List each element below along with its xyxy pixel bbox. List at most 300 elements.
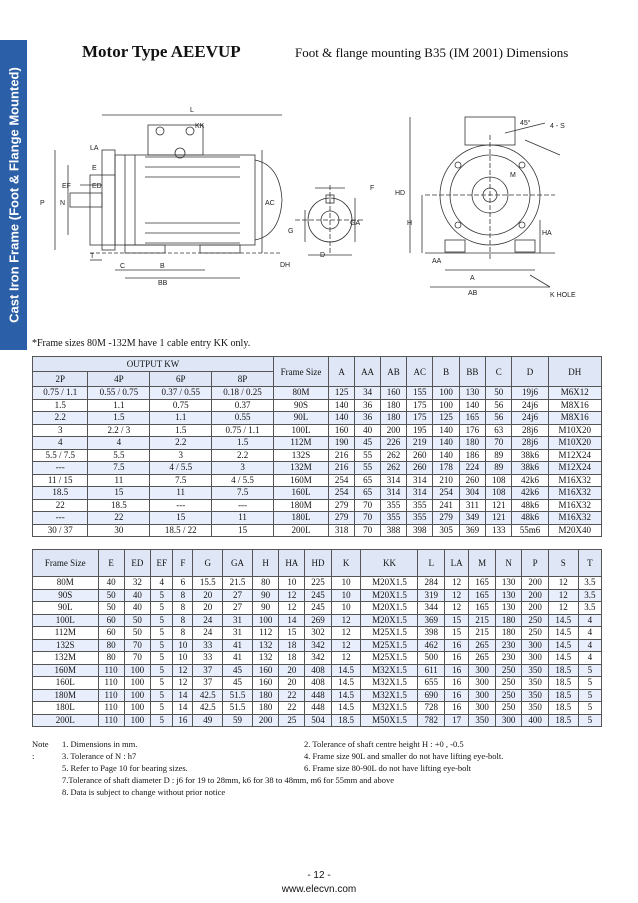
table-cell: 260	[407, 449, 433, 462]
end-view-terminal-box	[465, 117, 515, 145]
table-cell: 165	[459, 412, 485, 425]
table-cell: 90L	[273, 412, 328, 425]
mounting-table-header	[33, 550, 602, 577]
table-cell: 140	[433, 437, 459, 450]
table-cell: 180	[495, 627, 522, 640]
table-cell: 12	[444, 577, 468, 590]
table-cell: 311	[459, 499, 485, 512]
page-subtitle: Foot & flange mounting B35 (IM 2001) Dimensions	[295, 45, 569, 60]
note-1: 1. Dimensions in mm.	[62, 739, 138, 749]
table-cell: 48k6	[512, 512, 548, 525]
table-cell: 41	[223, 652, 253, 665]
table-cell: 65	[355, 474, 381, 487]
label-M: M	[510, 172, 516, 179]
col-header: D	[512, 357, 548, 387]
table-cell: 27	[223, 602, 253, 615]
table-cell: 262	[380, 449, 406, 462]
table-cell: 1.1	[150, 412, 212, 425]
table-cell: M8X16	[548, 399, 601, 412]
table-row	[33, 702, 602, 715]
table-cell: 216	[328, 462, 354, 475]
label-D: D	[320, 252, 326, 259]
table-cell: 28j6	[512, 437, 548, 450]
table-cell: 5	[151, 614, 173, 627]
table-cell: 18.5 / 22	[150, 524, 212, 537]
table-cell: 314	[407, 474, 433, 487]
col-header: S	[548, 550, 578, 577]
label-GA: GA	[350, 220, 361, 227]
table-cell: 3.5	[578, 589, 601, 602]
table-cell: 265	[469, 639, 496, 652]
table-cell: 125	[328, 387, 354, 400]
table-cell: 12	[548, 577, 578, 590]
table-cell: 160	[252, 677, 279, 690]
table-cell: 27	[223, 589, 253, 602]
pole-header: 2P	[33, 372, 88, 387]
table-cell: 60	[98, 627, 124, 640]
table-cell: 70	[124, 652, 151, 665]
table-cell: 50	[124, 627, 151, 640]
table-cell: 14	[279, 614, 305, 627]
output-table-body	[33, 387, 602, 537]
table-cell: 51.5	[223, 689, 253, 702]
table-cell: 175	[407, 399, 433, 412]
table-cell: 12	[331, 639, 361, 652]
label-HA: HA	[542, 230, 552, 237]
table-row	[33, 664, 602, 677]
table-cell: 80	[252, 577, 279, 590]
table-cell: 11 / 15	[33, 474, 88, 487]
table-cell: 15	[150, 512, 212, 525]
table-cell: 342	[305, 639, 332, 652]
table-cell: 178	[433, 462, 459, 475]
table-cell: 41	[223, 639, 253, 652]
table-cell: 10	[331, 577, 361, 590]
table-cell: 38k6	[512, 449, 548, 462]
table-cell: 133	[486, 524, 512, 537]
table-cell: 56	[486, 412, 512, 425]
table-cell: 110	[98, 702, 124, 715]
label-AC: AC	[265, 200, 275, 207]
table-cell: 20	[279, 664, 305, 677]
table-cell: 279	[433, 512, 459, 525]
table-cell: 3	[150, 449, 212, 462]
table-cell: 110	[98, 689, 124, 702]
table-cell: 254	[328, 487, 354, 500]
table-cell: 500	[418, 652, 445, 665]
table-cell: M20X1.5	[361, 602, 418, 615]
label-S: 4 - S	[550, 123, 565, 130]
table-cell: 16	[444, 702, 468, 715]
table-cell: 100	[124, 664, 151, 677]
table-cell: 33	[193, 652, 223, 665]
table-cell: 15	[279, 627, 305, 640]
table-cell: 65	[355, 487, 381, 500]
lifting-eye	[175, 148, 185, 158]
table-row	[33, 499, 602, 512]
table-cell: 45	[223, 664, 253, 677]
table-cell: 90	[252, 602, 279, 615]
table-cell: 250	[522, 614, 549, 627]
table-cell: 160M	[273, 474, 328, 487]
col-header: GA	[223, 550, 253, 577]
table-cell: 4	[578, 614, 601, 627]
table-cell: 2.2	[33, 412, 88, 425]
table-cell: 260	[407, 462, 433, 475]
table-cell: 200	[522, 589, 549, 602]
table-cell: M12X24	[548, 462, 601, 475]
table-cell: 18.5	[548, 689, 578, 702]
table-cell: 25	[279, 714, 305, 727]
table-cell: 18.5	[548, 702, 578, 715]
table-cell: 12	[548, 602, 578, 615]
col-header: P	[522, 550, 549, 577]
table-cell: 219	[407, 437, 433, 450]
table-cell: 448	[305, 689, 332, 702]
table-cell: 8	[173, 627, 193, 640]
table-cell: 12	[173, 677, 193, 690]
table-cell: 40	[355, 424, 381, 437]
table-cell: 190	[328, 437, 354, 450]
table-cell: 40	[124, 589, 151, 602]
table-cell: 195	[407, 424, 433, 437]
table-cell: 200	[380, 424, 406, 437]
side-tab-label: Cast Iron Frame (Foot & Flange Mounted)	[6, 67, 21, 323]
table-cell: 314	[380, 474, 406, 487]
table-cell: 100	[433, 399, 459, 412]
table-cell: 125	[433, 412, 459, 425]
table-cell: 250	[495, 702, 522, 715]
col-header: M	[469, 550, 496, 577]
table-cell: M25X1.5	[361, 652, 418, 665]
table-cell: 45	[223, 677, 253, 690]
table-row	[33, 487, 602, 500]
table-cell: 262	[380, 462, 406, 475]
table-row	[33, 589, 602, 602]
table-cell: 100L	[273, 424, 328, 437]
table-cell: 5	[151, 677, 173, 690]
table-cell: 30 / 37	[33, 524, 88, 537]
table-cell: 140	[433, 424, 459, 437]
label-ED: ED	[92, 183, 102, 190]
table-cell: 132M	[273, 462, 328, 475]
table-cell: 90S	[33, 589, 99, 602]
table-cell: 21.5	[223, 577, 253, 590]
table-cell: 344	[418, 602, 445, 615]
table-cell: 121	[486, 499, 512, 512]
table-cell: 12	[331, 614, 361, 627]
table-cell: 5	[151, 689, 173, 702]
table-cell: 1.5	[212, 437, 274, 450]
col-header: ED	[124, 550, 151, 577]
table-cell: M10X20	[548, 424, 601, 437]
table-cell: 24	[193, 627, 223, 640]
table-cell: 49	[193, 714, 223, 727]
table-cell: 0.37 / 0.55	[150, 387, 212, 400]
table-cell: 110	[98, 677, 124, 690]
table-cell: 655	[418, 677, 445, 690]
table-cell: 12	[548, 589, 578, 602]
table-cell: 31	[223, 627, 253, 640]
table-cell: 254	[433, 487, 459, 500]
table-cell: 200	[252, 714, 279, 727]
table-cell: 349	[459, 512, 485, 525]
notes-label: Note :	[32, 739, 49, 761]
col-header: EF	[151, 550, 173, 577]
table-cell: 342	[305, 652, 332, 665]
table-cell: 14	[173, 702, 193, 715]
table-cell: 2.2	[212, 449, 274, 462]
table-cell: 5	[578, 677, 601, 690]
table-cell: 4	[33, 437, 88, 450]
table-cell: 132S	[273, 449, 328, 462]
table-cell: 18.5	[331, 714, 361, 727]
table-cell: 108	[486, 474, 512, 487]
table-cell: 59	[223, 714, 253, 727]
table-cell: 37	[193, 664, 223, 677]
table-cell: 5	[151, 652, 173, 665]
table-cell: 180L	[33, 702, 99, 715]
table-cell: 462	[418, 639, 445, 652]
table-cell: 14	[173, 689, 193, 702]
table-cell: 180	[380, 412, 406, 425]
table-cell: 18.5	[548, 677, 578, 690]
col-header: B	[433, 357, 459, 387]
table-cell: 14.5	[548, 627, 578, 640]
table-cell: 110	[98, 664, 124, 677]
note-3: 3. Tolerance of N : h7	[62, 751, 137, 761]
table-row	[33, 689, 602, 702]
table-cell: 33	[193, 639, 223, 652]
table-cell: 100	[124, 677, 151, 690]
table-cell: 130	[495, 602, 522, 615]
table-cell: M6X12	[548, 387, 601, 400]
table-cell: 20	[193, 589, 223, 602]
table-cell: 4 / 5.5	[150, 462, 212, 475]
table-cell: M16X32	[548, 499, 601, 512]
table-cell: 6	[173, 577, 193, 590]
table-cell: 16	[444, 664, 468, 677]
table-cell: 19j6	[512, 387, 548, 400]
table-cell: 89	[486, 449, 512, 462]
table-cell: 15	[212, 524, 274, 537]
label-DH: DH	[280, 262, 291, 269]
table-cell: 12	[331, 627, 361, 640]
table-cell: 140	[328, 399, 354, 412]
table-row	[33, 627, 602, 640]
pole-header: 8P	[212, 372, 274, 387]
table-cell: 56	[486, 399, 512, 412]
table-cell: 38k6	[512, 462, 548, 475]
table-cell: 160L	[273, 487, 328, 500]
table-cell: 350	[522, 664, 549, 677]
label-angle: 45°	[520, 120, 531, 127]
table-cell: 180	[252, 702, 279, 715]
table-cell: 45	[355, 437, 381, 450]
table-cell: 18	[279, 639, 305, 652]
page-title: Motor Type AEEVUP	[82, 42, 241, 61]
table-cell: 5	[151, 639, 173, 652]
table-cell: 12	[279, 589, 305, 602]
table-cell: 3	[33, 424, 88, 437]
table-cell: M32X1.5	[361, 677, 418, 690]
label-HD: HD	[395, 190, 406, 197]
table-cell: 100	[252, 614, 279, 627]
table-cell: 304	[459, 487, 485, 500]
table-cell: 398	[418, 627, 445, 640]
table-cell: 186	[459, 449, 485, 462]
table-cell: 18.5	[33, 487, 88, 500]
table-cell: 70	[355, 499, 381, 512]
table-cell: 300	[522, 652, 549, 665]
table-cell: 350	[522, 702, 549, 715]
table-cell: 260	[459, 474, 485, 487]
table-cell: 24	[193, 614, 223, 627]
table-cell: 16	[444, 689, 468, 702]
flange	[102, 150, 115, 250]
table-cell: 50	[98, 589, 124, 602]
table-cell: 14.5	[331, 677, 361, 690]
table-cell: 10	[331, 589, 361, 602]
label-AB: AB	[468, 290, 478, 297]
table-cell: 12	[173, 664, 193, 677]
table-row	[33, 424, 602, 437]
note-7: 7.Tolerance of shaft diameter D : j6 for 19 to 28mm, k6 for 38 to 48mm, m6 for 55mm and above	[62, 775, 395, 785]
table-cell: 4	[88, 437, 150, 450]
col-header: K	[331, 550, 361, 577]
table-cell: M16X32	[548, 512, 601, 525]
table-cell: 369	[459, 524, 485, 537]
label-G: G	[288, 228, 294, 235]
table-cell: 18.5	[88, 499, 150, 512]
table-cell: 300	[469, 702, 496, 715]
website-url: www.elecvn.com	[281, 884, 357, 895]
table-cell: 22	[33, 499, 88, 512]
table-cell: 12	[279, 602, 305, 615]
table-cell: 210	[433, 474, 459, 487]
table-row	[33, 474, 602, 487]
label-N: N	[60, 200, 66, 207]
note-4: 4. Frame size 90L and smaller do not have lifting eye-bolt.	[304, 751, 504, 761]
table-cell: 350	[522, 689, 549, 702]
table-cell: 5	[151, 702, 173, 715]
label-B: B	[160, 263, 165, 270]
table-cell: 16	[173, 714, 193, 727]
shaft	[70, 193, 102, 207]
table-cell: 1.5	[88, 412, 150, 425]
table-cell: 0.37	[212, 399, 274, 412]
table-cell: 15	[444, 627, 468, 640]
table-cell: 176	[459, 424, 485, 437]
table-cell: 12	[444, 589, 468, 602]
table-cell: 265	[469, 652, 496, 665]
table-cell: M20X1.5	[361, 614, 418, 627]
table-cell: 300	[469, 689, 496, 702]
table-cell: 388	[380, 524, 406, 537]
table-cell: 42.5	[193, 689, 223, 702]
table-cell: 245	[305, 589, 332, 602]
table-row	[33, 449, 602, 462]
label-C: C	[120, 263, 126, 270]
table-cell: 70	[355, 524, 381, 537]
table-cell: 48k6	[512, 499, 548, 512]
col-header: G	[193, 550, 223, 577]
table-cell: 5	[151, 627, 173, 640]
table-cell: 216	[328, 449, 354, 462]
table-cell: 55m6	[512, 524, 548, 537]
table-cell: 254	[328, 474, 354, 487]
col-header: AA	[355, 357, 381, 387]
table-cell: 100	[433, 387, 459, 400]
table-cell: 4	[578, 627, 601, 640]
table-cell: 11	[150, 487, 212, 500]
table-cell: 279	[328, 499, 354, 512]
label-P: P	[40, 200, 45, 207]
table-cell: 319	[418, 589, 445, 602]
table-cell: 18	[279, 652, 305, 665]
table-row	[33, 412, 602, 425]
table-cell: 241	[433, 499, 459, 512]
table-cell: 318	[328, 524, 354, 537]
table-cell: 80M	[33, 577, 99, 590]
table-cell: 5	[578, 714, 601, 727]
table-row	[33, 614, 602, 627]
table-cell: 140	[328, 412, 354, 425]
table-cell: 110	[98, 714, 124, 727]
table-cell: 100	[124, 714, 151, 727]
table-cell: 180L	[273, 512, 328, 525]
table-cell: 100	[124, 702, 151, 715]
table-cell: 369	[418, 614, 445, 627]
table-cell: 180	[252, 689, 279, 702]
table-row	[33, 639, 602, 652]
table-cell: 90	[252, 589, 279, 602]
table-cell: 250	[522, 627, 549, 640]
col-header: H	[252, 550, 279, 577]
table-cell: 37	[193, 677, 223, 690]
table-cell: 305	[433, 524, 459, 537]
table-cell: 5	[151, 602, 173, 615]
table-cell: 60	[98, 614, 124, 627]
table-cell: 90S	[273, 399, 328, 412]
table-row	[33, 387, 602, 400]
table-cell: 5.5	[88, 449, 150, 462]
table-cell: 40	[124, 602, 151, 615]
col-header: AC	[407, 357, 433, 387]
table-cell: 5	[578, 689, 601, 702]
table-cell: 269	[305, 614, 332, 627]
table-cell: 100L	[33, 614, 99, 627]
col-header: A	[328, 357, 354, 387]
table-cell: 160	[328, 424, 354, 437]
table-cell: 132	[252, 652, 279, 665]
table-row	[33, 462, 602, 475]
table-cell: 40	[98, 577, 124, 590]
table-cell: 5	[151, 664, 173, 677]
col-header: C	[486, 357, 512, 387]
table-cell: 5	[578, 702, 601, 715]
table-cell: 3.5	[578, 602, 601, 615]
table-row	[33, 677, 602, 690]
table-cell: 175	[407, 412, 433, 425]
table-cell: 180	[495, 614, 522, 627]
table-cell: 36	[355, 399, 381, 412]
table-cell: 160M	[33, 664, 99, 677]
table-cell: 55	[355, 462, 381, 475]
frame-size-header: Frame Size	[273, 357, 328, 387]
col-header: HA	[279, 550, 305, 577]
table-cell: ---	[33, 512, 88, 525]
